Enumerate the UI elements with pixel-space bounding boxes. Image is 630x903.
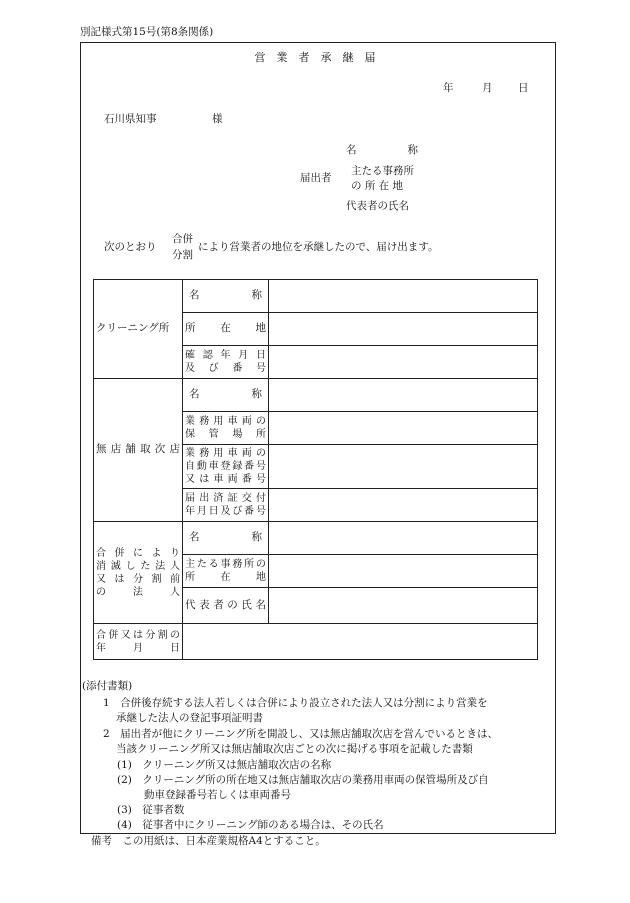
- addressee: 石川県知事: [104, 113, 157, 125]
- date-month-label: 月: [482, 82, 493, 94]
- agency-cert-label: 届出済証交付 年月日及び番号: [183, 489, 269, 522]
- form-title: 営 業 者 承 継 届: [254, 51, 376, 64]
- table-row: [94, 280, 538, 313]
- cleaning-section-label: クリーニング所: [94, 280, 183, 379]
- statement-option-split: 分割: [172, 249, 193, 261]
- agency-cert-value[interactable]: [269, 489, 538, 522]
- attachment-sub-2-cont: 動車登録番号若しくは車両番号: [144, 789, 291, 801]
- merge-date-value[interactable]: [183, 624, 538, 660]
- cleaning-confirm-value[interactable]: [269, 346, 538, 379]
- attachment-sub-2: (2) クリーニング所の所在地又は無店舗取次店の業務用車両の保管場所及び自: [117, 774, 489, 786]
- agency-storage-label: 業務用車両の 保管場所: [183, 412, 269, 445]
- statement-suffix: により営業者の地位を承継したので、届け出ます。: [198, 241, 439, 253]
- cleaning-location-value[interactable]: [269, 313, 538, 346]
- corp-section-label: 合併により 消滅した法人 又は分割前 の 法 人: [94, 522, 183, 624]
- table-row: [94, 624, 538, 660]
- attachment-sub-1: (1) クリーニング所又は無店舗取次店の名称: [117, 759, 332, 771]
- cleaning-name-value[interactable]: [269, 280, 538, 313]
- cleaning-name-label: 名 称: [183, 280, 269, 313]
- notifier-office-label-1: 主たる事務所: [351, 165, 414, 177]
- corp-office-value[interactable]: [269, 555, 538, 588]
- agency-name-label: 名 称: [183, 379, 269, 412]
- attachments-heading: (添付書類): [82, 680, 133, 692]
- notifier-name-label: 名 称: [346, 144, 418, 156]
- corp-rep-label: 代表者の氏名: [183, 588, 269, 624]
- cleaning-location-label: 所 在 地: [183, 313, 269, 346]
- statement-option-merge: 合併: [172, 233, 193, 245]
- corp-name-label: 名 称: [183, 522, 269, 555]
- registration-table: [93, 279, 538, 660]
- statement-prefix: 次のとおり: [104, 241, 157, 253]
- corp-office-label: 主たる事務所の 所 在 地: [183, 555, 269, 588]
- agency-vehicle-value[interactable]: [269, 445, 538, 489]
- date-year-label: 年: [443, 82, 454, 94]
- addressee-suffix: 様: [212, 113, 223, 125]
- merge-date-label: 合併又は分割の 年 月 日: [94, 624, 183, 660]
- form-number: 別記様式第15号(第8条関係): [80, 26, 214, 38]
- attachment-item-1: 1 合併後存続する法人若しくは合併により設立された法人又は分割により営業を: [103, 697, 488, 709]
- table-row: [94, 379, 538, 412]
- agency-storage-value[interactable]: [269, 412, 538, 445]
- attachment-item-2: 2 届出者が他にクリーニング所を開設し、又は無店舗取次店を営んでいるときは、: [103, 728, 498, 740]
- attachment-sub-4: (4) 従事者中にクリーニング師のある場合は、その氏名: [117, 819, 384, 831]
- notifier-rep-label: 代表者の氏名: [346, 200, 409, 212]
- attachment-item-2-cont: 当該クリーニング所又は無店舗取次店ごとの次に掲げる事項を記載した書類: [116, 743, 473, 755]
- cleaning-confirm-label: 確認年月日 及び番号: [183, 346, 269, 379]
- agency-name-value[interactable]: [269, 379, 538, 412]
- remark-note: 備考 この用紙は、日本産業規格A4とすること。: [91, 835, 326, 847]
- notifier-label: 届出者: [300, 172, 332, 184]
- table-row: [94, 522, 538, 555]
- agency-vehicle-label: 業務用車両の 自動車登録番号 又は車両番号: [183, 445, 269, 489]
- corp-rep-value[interactable]: [269, 588, 538, 624]
- agency-section-label: 無店舗取次店: [94, 379, 183, 522]
- attachment-item-1-cont: 承継した法人の登記事項証明書: [116, 712, 263, 724]
- notifier-office-label-2: の 所 在 地: [351, 180, 404, 192]
- corp-name-value[interactable]: [269, 522, 538, 555]
- date-day-label: 日: [518, 82, 529, 94]
- attachment-sub-3: (3) 従事者数: [117, 804, 185, 816]
